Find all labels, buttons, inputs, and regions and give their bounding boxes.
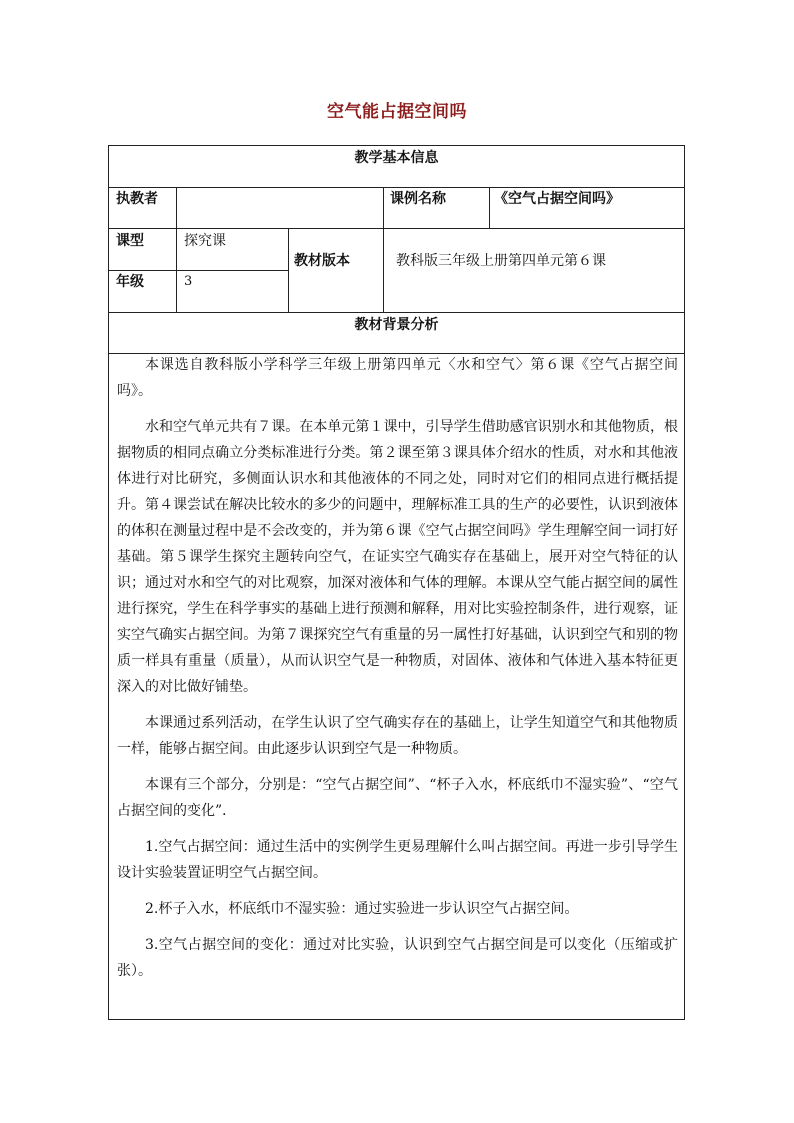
paragraph: 2.杯子入水，杯底纸巾不湿实验：通过实验进一步认识空气占据空间。 <box>145 901 579 917</box>
row-divider <box>109 187 684 188</box>
textbook-value: 教科版三年级上册第四单元第６课 <box>396 253 606 269</box>
col-divider <box>176 187 177 312</box>
row-divider <box>109 270 288 271</box>
lesson-name-value: 《空气占据空间吗》 <box>494 191 620 207</box>
section-header-basic-info: 教学基本信息 <box>354 150 439 166</box>
row-divider <box>109 228 684 229</box>
teacher-label: 执教者 <box>116 191 158 207</box>
paragraph: 本课有三个部分，分别是：“空气占据空间”、“杯子入水，杯底纸巾不湿实验”、“空气占据空间的变化”． <box>117 777 678 819</box>
section-header-background: 教材背景分析 <box>354 317 439 333</box>
type-label: 课型 <box>116 233 144 249</box>
grade-value: 3 <box>184 274 193 289</box>
textbook-label: 教材版本 <box>294 253 350 269</box>
paragraph: 本课选自教科版小学科学三年级上册第四单元〈水和空气〉第６课《空气占据空间吗》。 <box>117 357 678 399</box>
paragraph: 1.空气占据空间：通过生活中的实例学生更易理解什么叫占据空间。再进一步引导学生设计实验装置证明空气占据空间。 <box>117 839 678 881</box>
paragraph: 水和空气单元共有７课。在本单元第１课中，引导学生借助感官识别水和其他物质，根据物质的相同点确立分类标准进行分类。第２课至第３课具体介绍水的性质，对水和其他液体进行对比研究，多侧面认识水和其他液体的不同之处，同时对它们的相同点进行概括提升。第４课尝试在解决比较水的多少的问题中，理解标准工具的生产的必要性，认识到液体的体积在测量过程中是不会改变的，并为第６课《空气占据空间吗》学生理解空间一词打好基础。第５课学生探究主题转向空气，在证实空气确实存在基础上，展开对空气特征的认识；通过对水和空气的对比观察，加深对液体和气体的理解。本课从空气能占据空间的属性进行探究，学生在科学事实的基础上进行预测和解释，用对比实验控制条件，进行观察，证实空气确实占据空间。为第７课探究空气有重量的另一属性打好基础，认识到空气和别的物质一样具有重量（质量），从而认识空气是一种物质，对固体、液体和气体进入基本特征更深入的对比做好铺垫。 <box>117 419 678 695</box>
grade-label: 年级 <box>116 274 144 290</box>
col-divider <box>288 228 289 312</box>
col-divider <box>489 187 490 228</box>
type-value: 探究课 <box>184 233 226 249</box>
row-divider <box>109 312 684 313</box>
page-title: 空气能占据空间吗 <box>327 102 467 122</box>
col-divider <box>383 187 384 228</box>
background-analysis <box>117 352 678 984</box>
col-divider <box>383 228 384 312</box>
paragraph: 3.空气占据空间的变化：通过对比实验，认识到空气占据空间是可以变化（压缩或扩张）。 <box>117 937 678 979</box>
paragraph: 本课通过系列活动，在学生认识了空气确实存在的基础上，让学生知道空气和其他物质一样，能够占据空间。由此逐步认识到空气是一种物质。 <box>117 715 678 757</box>
lesson-name-label: 课例名称 <box>390 191 446 207</box>
